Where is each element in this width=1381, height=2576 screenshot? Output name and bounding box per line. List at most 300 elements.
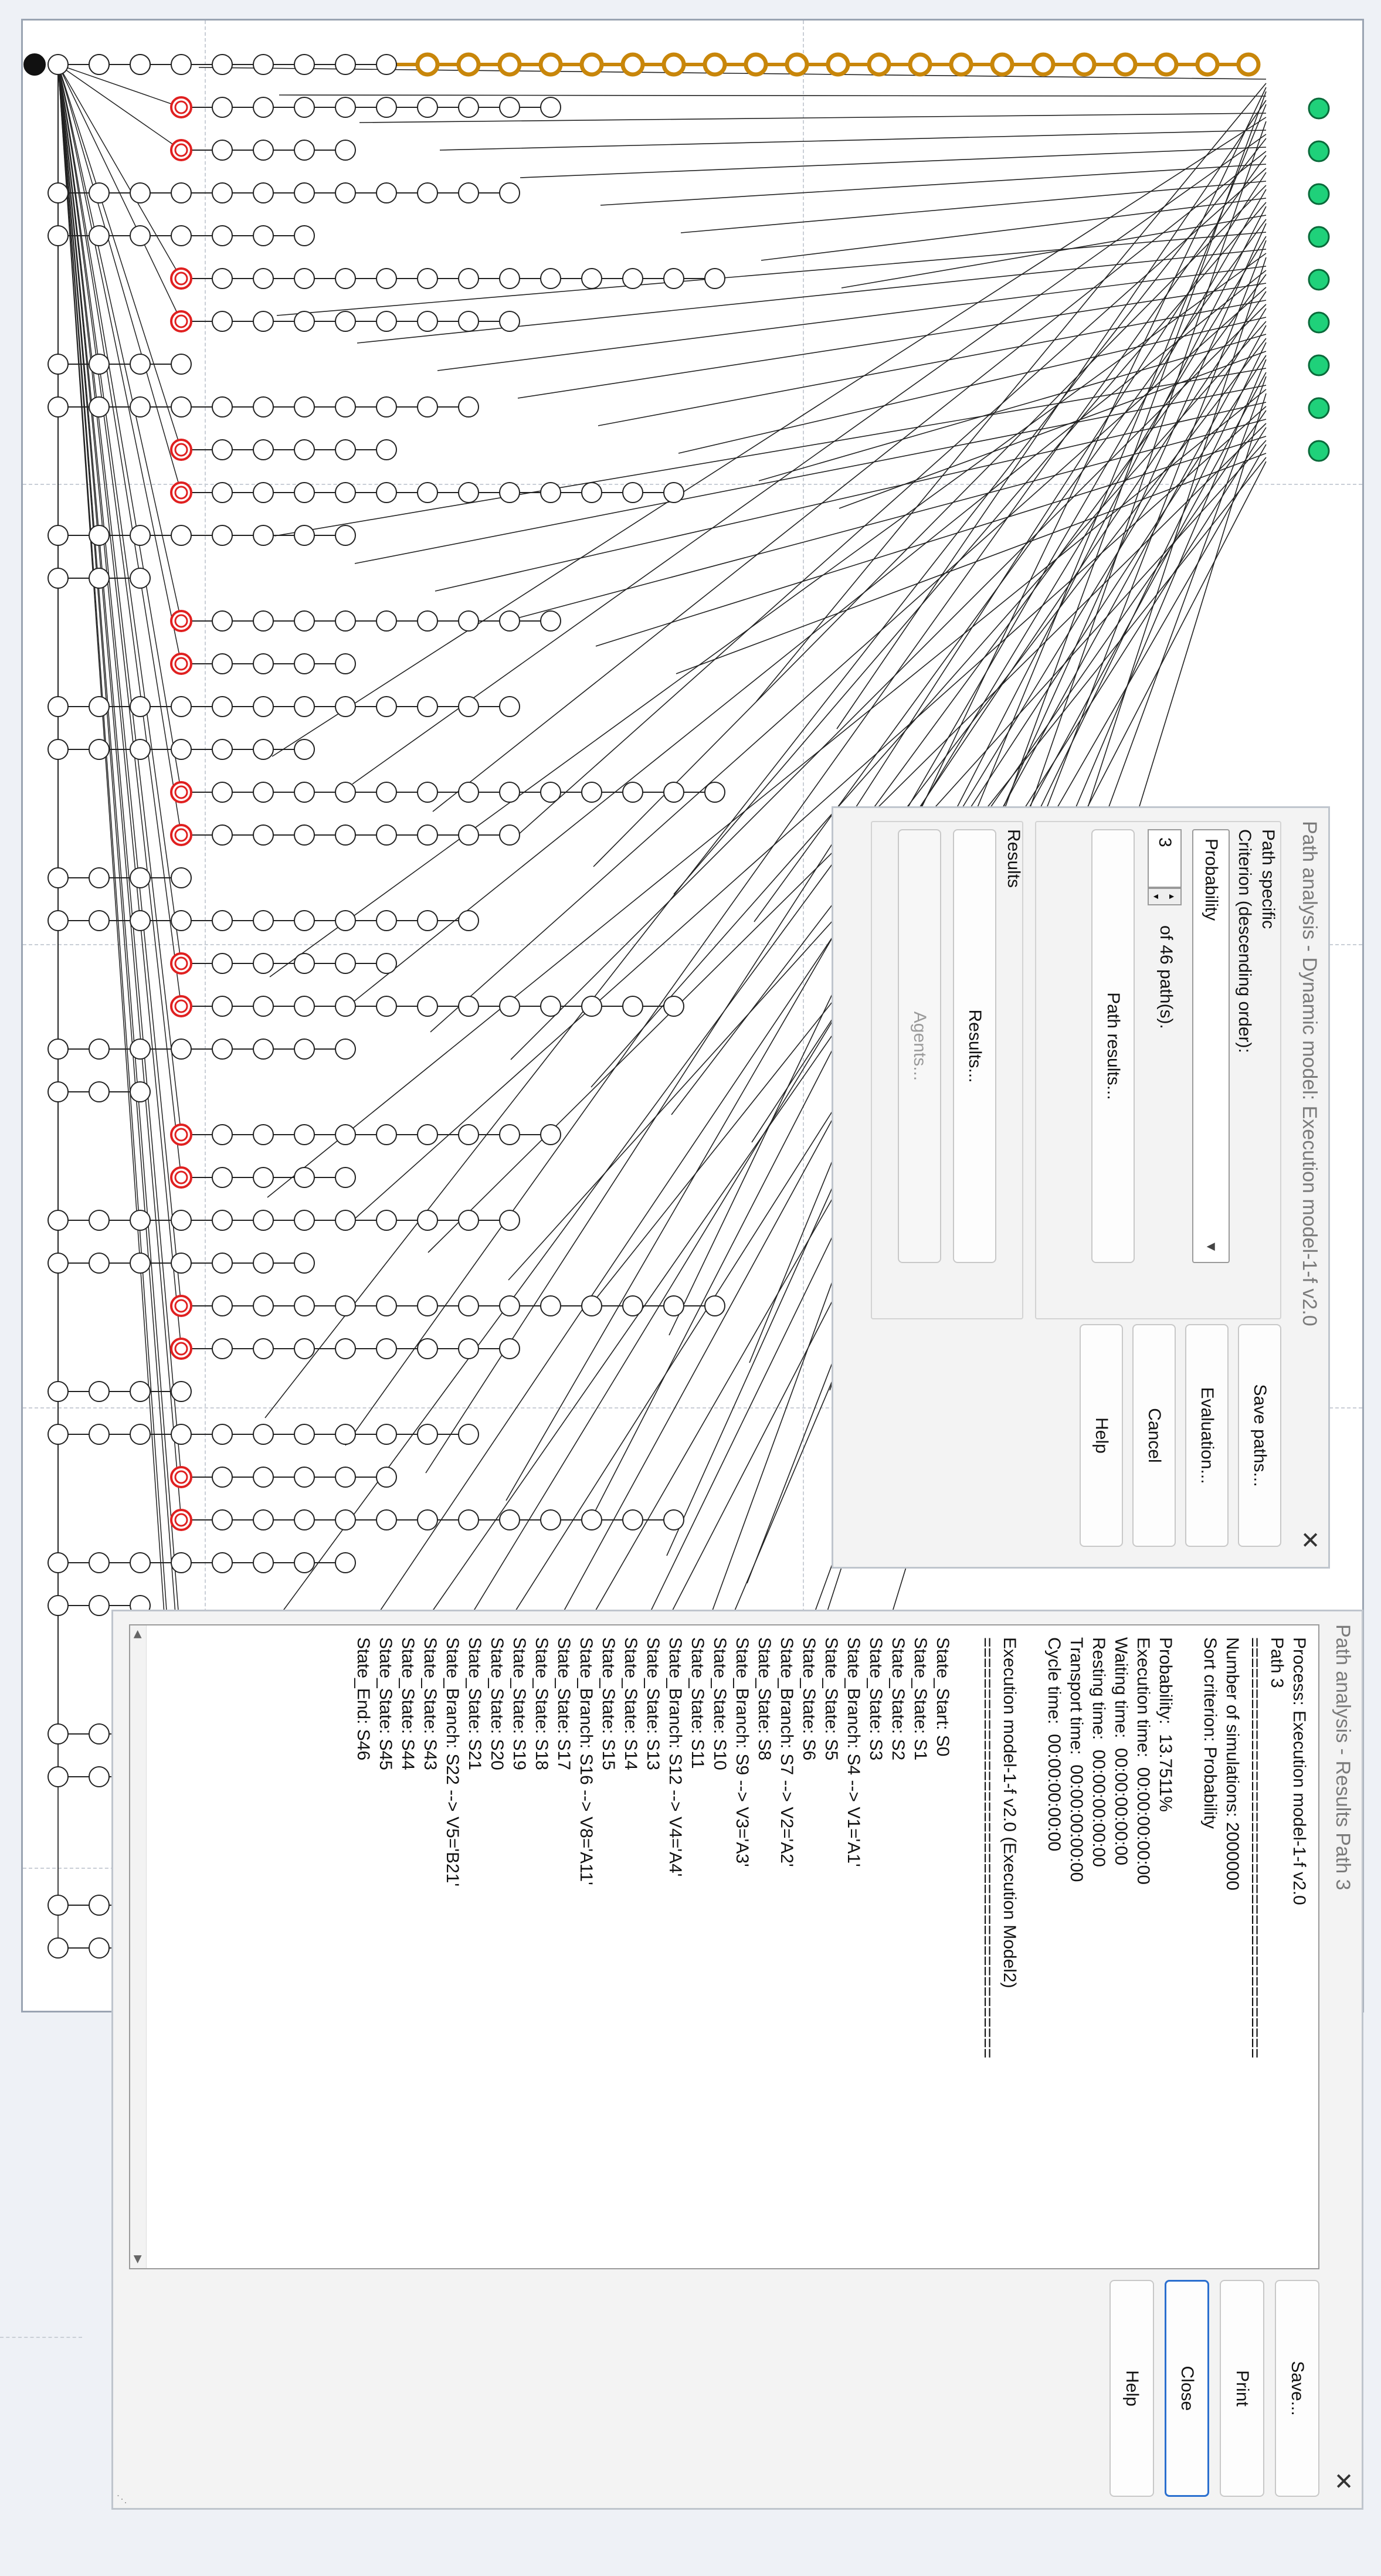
state-node[interactable] xyxy=(459,55,479,74)
state-node[interactable] xyxy=(294,55,314,74)
results-button[interactable]: Results... xyxy=(953,829,996,1263)
state-node[interactable] xyxy=(500,55,520,74)
state-node[interactable] xyxy=(48,1210,68,1230)
state-node[interactable] xyxy=(48,1082,68,1102)
start-state-node[interactable] xyxy=(171,1510,191,1530)
state-node[interactable] xyxy=(541,269,561,289)
state-node[interactable] xyxy=(253,1510,273,1530)
state-node[interactable] xyxy=(623,55,643,74)
state-node[interactable] xyxy=(48,1895,68,1915)
close-icon[interactable]: ✕ xyxy=(1330,2471,1356,2491)
state-node[interactable] xyxy=(623,1296,643,1316)
state-node[interactable] xyxy=(1197,55,1217,74)
state-node[interactable] xyxy=(1115,55,1135,74)
state-node[interactable] xyxy=(253,1039,273,1059)
state-node[interactable] xyxy=(89,1382,109,1401)
state-node[interactable] xyxy=(253,739,273,759)
state-node[interactable] xyxy=(253,1296,273,1316)
state-node[interactable] xyxy=(582,996,602,1016)
state-node[interactable] xyxy=(89,1938,109,1958)
state-node[interactable] xyxy=(376,782,396,802)
end-state-node[interactable] xyxy=(1309,99,1329,118)
state-node[interactable] xyxy=(253,1167,273,1187)
state-node[interactable] xyxy=(500,269,520,289)
state-node[interactable] xyxy=(294,911,314,931)
state-node[interactable] xyxy=(89,1724,109,1744)
state-node[interactable] xyxy=(541,55,561,74)
end-state-node[interactable] xyxy=(1309,313,1329,332)
state-node[interactable] xyxy=(459,1424,479,1444)
state-node[interactable] xyxy=(130,1082,150,1102)
state-node[interactable] xyxy=(212,1253,232,1273)
state-node[interactable] xyxy=(212,226,232,246)
state-node[interactable] xyxy=(89,354,109,374)
state-node[interactable] xyxy=(130,1039,150,1059)
state-node[interactable] xyxy=(459,1510,479,1530)
state-node[interactable] xyxy=(664,1510,684,1530)
state-node[interactable] xyxy=(335,183,355,203)
state-node[interactable] xyxy=(500,1125,520,1145)
initial-state-node[interactable] xyxy=(24,54,45,75)
start-state-node[interactable] xyxy=(171,269,191,289)
state-node[interactable] xyxy=(459,996,479,1016)
state-node[interactable] xyxy=(335,1125,355,1145)
state-node[interactable] xyxy=(171,183,191,203)
state-node[interactable] xyxy=(48,868,68,888)
state-node[interactable] xyxy=(335,654,355,674)
state-node[interactable] xyxy=(89,1253,109,1273)
state-node[interactable] xyxy=(335,697,355,717)
agents-button[interactable]: Agents... xyxy=(898,829,941,1263)
state-node[interactable] xyxy=(541,483,561,503)
state-node[interactable] xyxy=(418,483,437,503)
state-node[interactable] xyxy=(89,1210,109,1230)
state-node[interactable] xyxy=(212,825,232,845)
state-node[interactable] xyxy=(212,440,232,460)
state-node[interactable] xyxy=(253,55,273,74)
state-node[interactable] xyxy=(212,183,232,203)
state-node[interactable] xyxy=(582,1296,602,1316)
state-node[interactable] xyxy=(253,1424,273,1444)
state-node[interactable] xyxy=(48,1938,68,1958)
state-node[interactable] xyxy=(89,1596,109,1615)
state-node[interactable] xyxy=(294,1424,314,1444)
state-node[interactable] xyxy=(253,1125,273,1145)
state-node[interactable] xyxy=(171,354,191,374)
state-node[interactable] xyxy=(459,269,479,289)
state-node[interactable] xyxy=(89,739,109,759)
state-node[interactable] xyxy=(541,611,561,631)
state-node[interactable] xyxy=(869,55,889,74)
state-node[interactable] xyxy=(294,1339,314,1359)
state-node[interactable] xyxy=(253,953,273,973)
state-node[interactable] xyxy=(89,1082,109,1102)
state-node[interactable] xyxy=(89,911,109,931)
state-node[interactable] xyxy=(376,996,396,1016)
path-number-stepper[interactable] xyxy=(1148,888,1182,905)
state-node[interactable] xyxy=(951,55,971,74)
state-node[interactable] xyxy=(294,397,314,417)
state-node[interactable] xyxy=(335,483,355,503)
start-state-node[interactable] xyxy=(171,97,191,117)
state-node[interactable] xyxy=(171,1424,191,1444)
start-state-node[interactable] xyxy=(171,825,191,845)
state-node[interactable] xyxy=(48,183,68,203)
state-node[interactable] xyxy=(171,55,191,74)
state-node[interactable] xyxy=(418,397,437,417)
end-state-node[interactable] xyxy=(1309,398,1329,418)
state-node[interactable] xyxy=(253,611,273,631)
state-node[interactable] xyxy=(212,1039,232,1059)
state-node[interactable] xyxy=(418,782,437,802)
state-node[interactable] xyxy=(500,183,520,203)
state-node[interactable] xyxy=(89,697,109,717)
state-node[interactable] xyxy=(335,97,355,117)
state-node[interactable] xyxy=(376,1296,396,1316)
state-node[interactable] xyxy=(130,1210,150,1230)
state-node[interactable] xyxy=(500,1510,520,1530)
state-node[interactable] xyxy=(705,1296,725,1316)
state-node[interactable] xyxy=(294,525,314,545)
close-icon[interactable]: ✕ xyxy=(1297,1530,1322,1550)
state-node[interactable] xyxy=(500,1210,520,1230)
state-node[interactable] xyxy=(89,1895,109,1915)
state-node[interactable] xyxy=(89,397,109,417)
state-node[interactable] xyxy=(130,568,150,588)
state-node[interactable] xyxy=(500,97,520,117)
state-node[interactable] xyxy=(294,1467,314,1487)
start-state-node[interactable] xyxy=(171,311,191,331)
state-node[interactable] xyxy=(376,55,396,74)
state-node[interactable] xyxy=(253,311,273,331)
state-node[interactable] xyxy=(828,55,848,74)
path-results-button[interactable]: Path results... xyxy=(1091,829,1135,1263)
scroll-right-icon[interactable]: ▶ xyxy=(133,2255,144,2263)
state-node[interactable] xyxy=(212,1553,232,1573)
state-node[interactable] xyxy=(582,55,602,74)
state-node[interactable] xyxy=(335,953,355,973)
state-node[interactable] xyxy=(171,911,191,931)
state-node[interactable] xyxy=(212,1296,232,1316)
state-node[interactable] xyxy=(376,311,396,331)
state-node[interactable] xyxy=(623,1510,643,1530)
state-node[interactable] xyxy=(459,1296,479,1316)
state-node[interactable] xyxy=(212,1510,232,1530)
state-node[interactable] xyxy=(130,1382,150,1401)
state-node[interactable] xyxy=(212,269,232,289)
state-node[interactable] xyxy=(294,739,314,759)
state-node[interactable] xyxy=(376,611,396,631)
state-node[interactable] xyxy=(705,782,725,802)
state-node[interactable] xyxy=(335,1553,355,1573)
state-node[interactable] xyxy=(541,1510,561,1530)
state-node[interactable] xyxy=(212,525,232,545)
results-text-area[interactable] xyxy=(129,1624,1319,2269)
state-node[interactable] xyxy=(294,483,314,503)
end-state-node[interactable] xyxy=(1309,355,1329,375)
state-node[interactable] xyxy=(294,996,314,1016)
state-node[interactable] xyxy=(212,739,232,759)
state-node[interactable] xyxy=(212,397,232,417)
print-button[interactable]: Print xyxy=(1220,2280,1264,2497)
state-node[interactable] xyxy=(294,1510,314,1530)
state-node[interactable] xyxy=(253,697,273,717)
state-node[interactable] xyxy=(48,568,68,588)
state-node[interactable] xyxy=(171,226,191,246)
start-state-node[interactable] xyxy=(171,782,191,802)
state-node[interactable] xyxy=(294,1039,314,1059)
state-node[interactable] xyxy=(787,55,807,74)
state-node[interactable] xyxy=(48,55,68,74)
state-node[interactable] xyxy=(623,996,643,1016)
state-node[interactable] xyxy=(459,1125,479,1145)
state-node[interactable] xyxy=(294,611,314,631)
state-node[interactable] xyxy=(48,1767,68,1787)
state-node[interactable] xyxy=(910,55,930,74)
state-node[interactable] xyxy=(212,1125,232,1145)
state-node[interactable] xyxy=(459,911,479,931)
start-state-node[interactable] xyxy=(171,440,191,460)
state-node[interactable] xyxy=(1239,55,1258,74)
state-node[interactable] xyxy=(459,1210,479,1230)
state-node[interactable] xyxy=(541,996,561,1016)
state-node[interactable] xyxy=(294,1253,314,1273)
help-button[interactable]: Help xyxy=(1109,2280,1154,2497)
state-node[interactable] xyxy=(376,697,396,717)
state-node[interactable] xyxy=(376,825,396,845)
state-node[interactable] xyxy=(48,1724,68,1744)
path-number-input[interactable] xyxy=(1148,829,1182,888)
resize-grip-icon[interactable]: ⋰ xyxy=(116,2494,128,2504)
state-node[interactable] xyxy=(418,697,437,717)
state-node[interactable] xyxy=(664,996,684,1016)
state-node[interactable] xyxy=(335,311,355,331)
state-node[interactable] xyxy=(418,311,437,331)
state-node[interactable] xyxy=(294,440,314,460)
state-node[interactable] xyxy=(89,525,109,545)
state-node[interactable] xyxy=(48,1424,68,1444)
state-node[interactable] xyxy=(500,611,520,631)
state-node[interactable] xyxy=(89,1767,109,1787)
state-node[interactable] xyxy=(130,868,150,888)
state-node[interactable] xyxy=(459,397,479,417)
state-node[interactable] xyxy=(48,697,68,717)
state-node[interactable] xyxy=(212,1167,232,1187)
state-node[interactable] xyxy=(705,55,725,74)
state-node[interactable] xyxy=(294,782,314,802)
state-node[interactable] xyxy=(212,97,232,117)
state-node[interactable] xyxy=(212,1210,232,1230)
state-node[interactable] xyxy=(130,226,150,246)
stepper-up-icon[interactable]: ▲ xyxy=(1168,892,1178,901)
start-state-node[interactable] xyxy=(171,953,191,973)
state-node[interactable] xyxy=(418,183,437,203)
state-node[interactable] xyxy=(376,1424,396,1444)
state-node[interactable] xyxy=(541,782,561,802)
state-node[interactable] xyxy=(48,354,68,374)
state-node[interactable] xyxy=(253,525,273,545)
state-node[interactable] xyxy=(48,1553,68,1573)
state-node[interactable] xyxy=(294,183,314,203)
state-node[interactable] xyxy=(48,1382,68,1401)
evaluation-button[interactable]: Evaluation... xyxy=(1185,1324,1229,1547)
criterion-select[interactable] xyxy=(1192,829,1230,1263)
state-node[interactable] xyxy=(1156,55,1176,74)
end-state-node[interactable] xyxy=(1309,227,1329,247)
state-node[interactable] xyxy=(335,611,355,631)
state-node[interactable] xyxy=(89,1553,109,1573)
state-node[interactable] xyxy=(171,868,191,888)
state-node[interactable] xyxy=(48,226,68,246)
state-node[interactable] xyxy=(212,911,232,931)
state-node[interactable] xyxy=(253,183,273,203)
state-node[interactable] xyxy=(459,311,479,331)
state-node[interactable] xyxy=(253,440,273,460)
state-node[interactable] xyxy=(294,269,314,289)
horizontal-scrollbar[interactable] xyxy=(130,1625,147,2268)
state-node[interactable] xyxy=(623,269,643,289)
state-node[interactable] xyxy=(376,183,396,203)
state-node[interactable] xyxy=(294,1210,314,1230)
state-node[interactable] xyxy=(418,825,437,845)
state-node[interactable] xyxy=(500,697,520,717)
state-node[interactable] xyxy=(253,1253,273,1273)
start-state-node[interactable] xyxy=(171,1339,191,1359)
state-node[interactable] xyxy=(376,1510,396,1530)
state-node[interactable] xyxy=(212,1339,232,1359)
state-node[interactable] xyxy=(664,55,684,74)
state-node[interactable] xyxy=(418,611,437,631)
state-node[interactable] xyxy=(376,97,396,117)
state-node[interactable] xyxy=(294,140,314,160)
state-node[interactable] xyxy=(418,97,437,117)
state-node[interactable] xyxy=(335,525,355,545)
state-node[interactable] xyxy=(253,825,273,845)
state-node[interactable] xyxy=(335,911,355,931)
start-state-node[interactable] xyxy=(171,483,191,503)
state-node[interactable] xyxy=(582,483,602,503)
state-node[interactable] xyxy=(253,996,273,1016)
state-node[interactable] xyxy=(130,911,150,931)
state-node[interactable] xyxy=(253,397,273,417)
state-node[interactable] xyxy=(664,782,684,802)
state-node[interactable] xyxy=(376,1125,396,1145)
state-node[interactable] xyxy=(171,697,191,717)
state-node[interactable] xyxy=(171,739,191,759)
state-node[interactable] xyxy=(335,782,355,802)
state-node[interactable] xyxy=(130,1424,150,1444)
state-node[interactable] xyxy=(459,611,479,631)
state-node[interactable] xyxy=(253,1553,273,1573)
state-node[interactable] xyxy=(335,440,355,460)
state-node[interactable] xyxy=(335,996,355,1016)
state-node[interactable] xyxy=(376,483,396,503)
state-node[interactable] xyxy=(253,483,273,503)
state-node[interactable] xyxy=(418,1510,437,1530)
scroll-left-icon[interactable]: ◀ xyxy=(133,1630,144,1638)
save-paths-button[interactable]: Save paths... xyxy=(1238,1324,1281,1547)
state-node[interactable] xyxy=(500,782,520,802)
state-node[interactable] xyxy=(335,397,355,417)
state-node[interactable] xyxy=(500,1339,520,1359)
help-button[interactable]: Help xyxy=(1080,1324,1123,1547)
state-node[interactable] xyxy=(48,739,68,759)
state-node[interactable] xyxy=(376,1210,396,1230)
state-node[interactable] xyxy=(582,782,602,802)
end-state-node[interactable] xyxy=(1309,270,1329,290)
state-node[interactable] xyxy=(89,1424,109,1444)
state-node[interactable] xyxy=(541,1125,561,1145)
state-node[interactable] xyxy=(48,1039,68,1059)
state-node[interactable] xyxy=(623,782,643,802)
state-node[interactable] xyxy=(541,97,561,117)
state-node[interactable] xyxy=(253,226,273,246)
state-node[interactable] xyxy=(541,1296,561,1316)
start-state-node[interactable] xyxy=(171,140,191,160)
state-node[interactable] xyxy=(48,1253,68,1273)
state-node[interactable] xyxy=(89,55,109,74)
state-node[interactable] xyxy=(171,1382,191,1401)
state-node[interactable] xyxy=(500,996,520,1016)
state-node[interactable] xyxy=(212,140,232,160)
state-node[interactable] xyxy=(130,397,150,417)
state-node[interactable] xyxy=(335,1296,355,1316)
end-state-node[interactable] xyxy=(1309,141,1329,161)
state-node[interactable] xyxy=(212,611,232,631)
state-node[interactable] xyxy=(253,1467,273,1487)
state-node[interactable] xyxy=(418,1296,437,1316)
state-node[interactable] xyxy=(48,397,68,417)
state-node[interactable] xyxy=(171,1039,191,1059)
state-node[interactable] xyxy=(171,1210,191,1230)
state-node[interactable] xyxy=(992,55,1012,74)
state-node[interactable] xyxy=(335,1467,355,1487)
state-node[interactable] xyxy=(48,911,68,931)
state-node[interactable] xyxy=(294,697,314,717)
state-node[interactable] xyxy=(376,269,396,289)
state-node[interactable] xyxy=(171,525,191,545)
state-node[interactable] xyxy=(418,55,437,74)
state-node[interactable] xyxy=(418,1125,437,1145)
state-node[interactable] xyxy=(294,311,314,331)
state-node[interactable] xyxy=(664,483,684,503)
state-node[interactable] xyxy=(1033,55,1053,74)
state-node[interactable] xyxy=(335,1510,355,1530)
start-state-node[interactable] xyxy=(171,1167,191,1187)
start-state-node[interactable] xyxy=(171,611,191,631)
state-node[interactable] xyxy=(130,354,150,374)
state-node[interactable] xyxy=(294,1553,314,1573)
start-state-node[interactable] xyxy=(171,654,191,674)
state-node[interactable] xyxy=(212,1424,232,1444)
state-node[interactable] xyxy=(500,311,520,331)
close-button[interactable]: Close xyxy=(1165,2280,1209,2497)
cancel-button[interactable]: Cancel xyxy=(1132,1324,1176,1547)
state-node[interactable] xyxy=(705,269,725,289)
state-node[interactable] xyxy=(171,1253,191,1273)
state-node[interactable] xyxy=(459,483,479,503)
state-node[interactable] xyxy=(500,483,520,503)
state-node[interactable] xyxy=(212,697,232,717)
start-state-node[interactable] xyxy=(171,1467,191,1487)
state-node[interactable] xyxy=(335,140,355,160)
state-node[interactable] xyxy=(212,782,232,802)
state-node[interactable] xyxy=(335,1424,355,1444)
state-node[interactable] xyxy=(376,1339,396,1359)
state-node[interactable] xyxy=(376,953,396,973)
state-node[interactable] xyxy=(89,226,109,246)
state-node[interactable] xyxy=(89,868,109,888)
